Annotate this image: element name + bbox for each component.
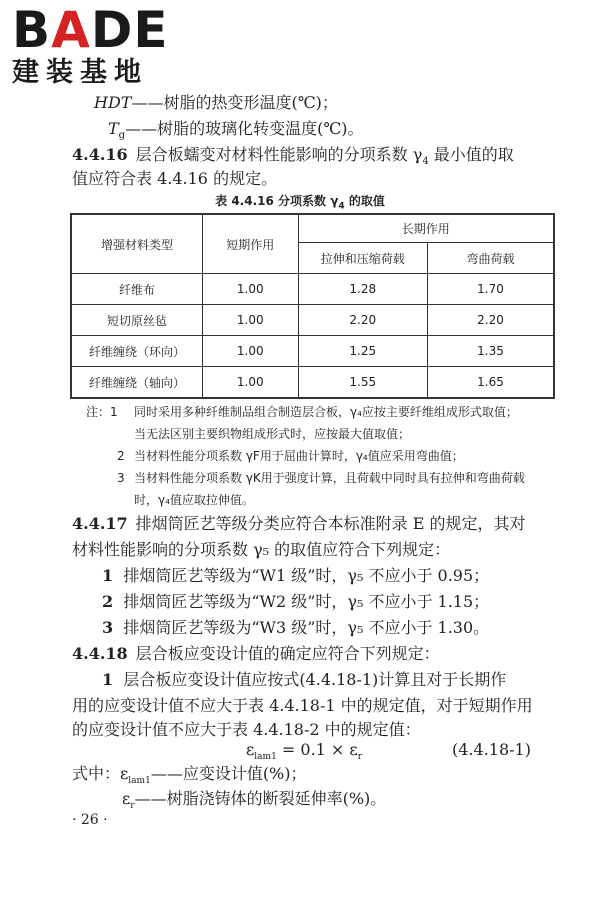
table-cell: 1.00 [202,367,298,399]
table-cell: 1.70 [428,274,555,305]
table-cell: 短切原丝毡 [71,305,202,336]
section-4-4-18-item1: 1 层合板应变设计值应按式(4.4.18-1)计算且对于长期作 [102,670,507,689]
coefficient-table [70,213,555,399]
header-tension-compression: 拉伸和压缩荷载 [298,243,427,274]
table-cell: 1.00 [202,305,298,336]
table-row [71,305,554,336]
table-row [71,367,554,399]
header-short-term: 短期作用 [202,214,298,274]
note-3-prefix: 3 [117,471,125,485]
note-2-line1: 当材料性能分项系数 γF用于屈曲计算时，γ₄值应采用弯曲值； [134,449,464,463]
note-3-line1: 当材料性能分项系数 γK用于强度计算，且荷载中同时具有拉伸和弯曲荷载 [134,471,525,485]
table-cell: 1.55 [298,367,427,399]
formula: $\varepsilon_{lam1} = 0.1 \times \varepsilon_r$ [246,740,363,763]
page-number: · 26 · [72,812,108,828]
logo-subtitle: 建装基地 [12,57,148,88]
section-4-4-18-line4: 的应变设计值不应大于表 4.4.18-2 中的规定值： [72,720,421,739]
where-lam1: 式中：$\varepsilon_{lam1}——$应变设计值(%)； [72,764,307,787]
table-cell: 1.00 [202,336,298,367]
table-title: 表 4.4.16 分项系数 $\gamma_4$ 的取值 [215,194,385,212]
note-3-line2: 时，γ₄值应取拉伸值。 [134,493,254,507]
section-4-4-16: 4.4.16 层合板蠕变对材料性能影响的分项系数 $\gamma_4$ 最小值的取 [72,145,514,168]
note-1-line2: 当无法区别主要织物组成形式时，应按最大值取值； [134,427,411,441]
section-4-4-17: 4.4.17 排烟筒匠艺等级分类应符合本标准附录 E 的规定，其对 [72,514,526,533]
table-row [71,274,554,305]
logo-wordmark: BADE [12,1,169,59]
table-cell: 1.00 [202,274,298,305]
table-cell: 1.28 [298,274,427,305]
section-4-4-17-line2: 材料性能影响的分项系数 γ₅ 的取值应符合下列规定： [72,540,451,559]
table-cell: 1.35 [428,336,555,367]
formula-number: (4.4.18-1) [452,740,531,759]
definition-tg: $T_g——$树脂的玻璃化转变温度(℃)。 [108,119,364,142]
where-er: $\varepsilon_r——$树脂浇铸体的断裂延伸率(%)。 [122,789,387,812]
note-1-prefix: 注：1 [86,405,118,419]
section-4-4-18-line3: 用的应变设计值不应大于表 4.4.18-1 中的规定值，对于短期作用 [72,696,533,715]
table-cell: 1.65 [428,367,555,399]
header-long-term: 长期作用 [298,214,554,243]
note-2-prefix: 2 [117,449,125,463]
table-cell: 纤维缠绕（轴向） [71,367,202,399]
brand-logo [12,1,169,88]
table-cell: 2.20 [428,305,555,336]
definition-hdt: HDT——树脂的热变形温度(℃)； [94,93,338,112]
table-cell: 纤维缠绕（环向） [71,336,202,367]
list-item: 3 排烟筒匠艺等级为“W3 级”时，γ₅ 不应小于 1.30。 [102,618,490,637]
list-item: 1 排烟筒匠艺等级为“W1 级”时，γ₅ 不应小于 0.95； [102,566,490,585]
header-material: 增强材料类型 [71,214,202,274]
list-item: 2 排烟筒匠艺等级为“W2 级”时，γ₅ 不应小于 1.15； [102,592,490,611]
table-row [71,336,554,367]
table-cell: 2.20 [298,305,427,336]
section-4-4-16-line2: 值应符合表 4.4.16 的规定。 [72,169,278,188]
table-cell: 纤维布 [71,274,202,305]
section-4-4-18: 4.4.18 层合板应变设计值的确定应符合下列规定： [72,644,440,663]
note-1-line1: 同时采用多种纤维制品组合制造层合板，γ₄应按主要纤维组成形式取值； [134,405,518,419]
table-cell: 1.25 [298,336,427,367]
header-bending: 弯曲荷载 [428,243,555,274]
